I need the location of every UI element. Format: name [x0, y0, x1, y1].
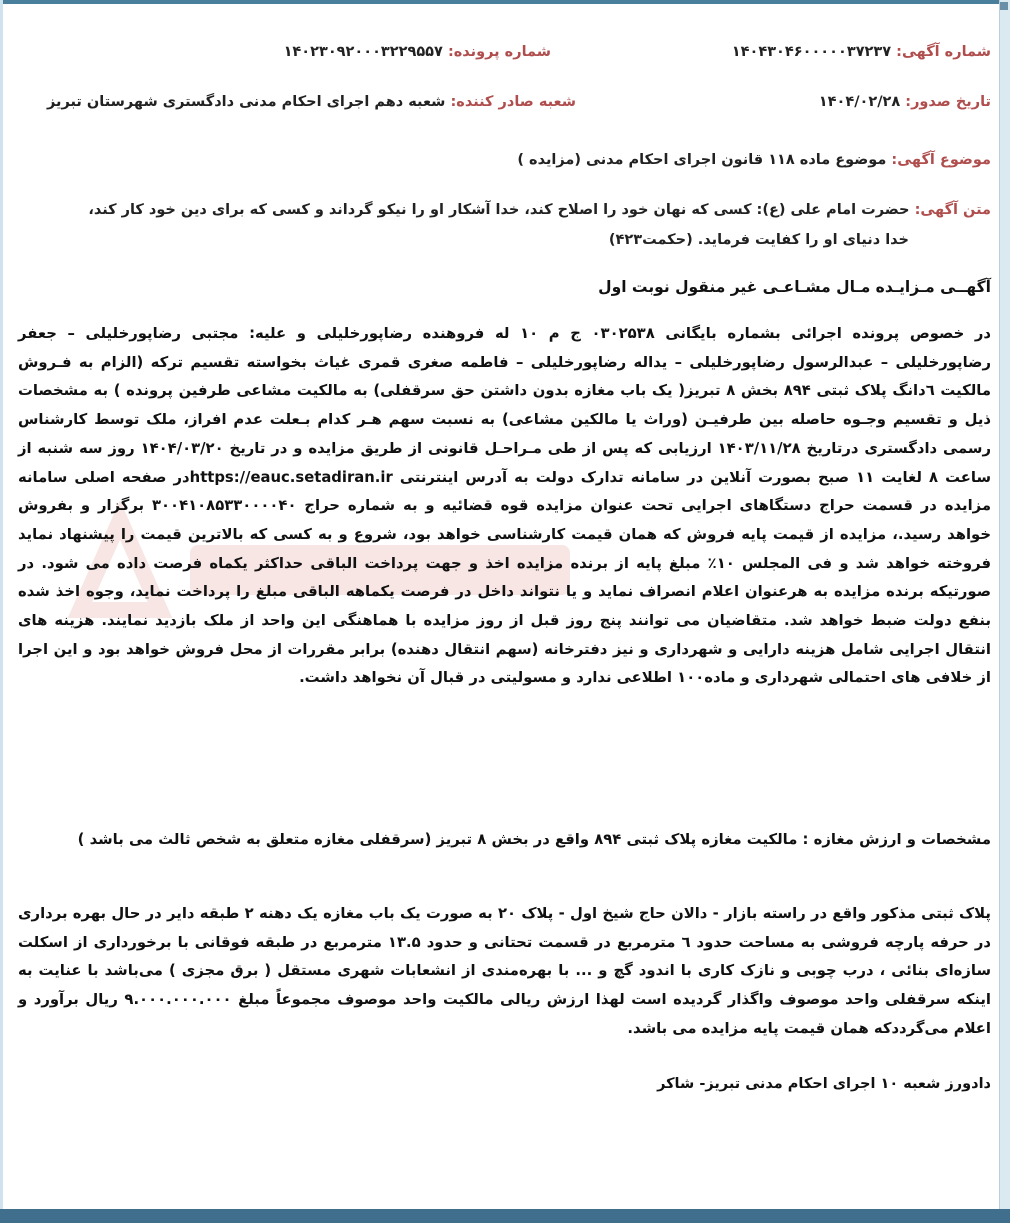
issue-date-label: تاریخ صدور: — [905, 94, 991, 110]
main-text-part1: در خصوص پرونده اجرائی بشماره بایگانی ۰۳۰۲۵۳۸ ج م ۱۰ له فروهنده رضاپورخلیلی و علیه: مجتبی رضاپورخلیلی – جعفر رضاپورخلیلی – عبدالرسول رضاپورخلیلی – یداله رضاپورخلیلی – فاطمه صغری قمری غیاث بخواسته تقسیم ترکه (الزام به فـروش مالکیت ٦دانگ پلاک ثبتی ۸۹۴ بخش ۸ تبریز( یک باب مغازه بدون داشتن حق سرقفلی) به مالکیت مشاعی طرفین پرونده ) به مشخصات ذیل و تقسیم وجـوه حاصله بین طرفیـن (وراث یا مالکین مشاعی) به نسبت سهم هـر کدام بـعلت عدم افراز، ملک توسط کارشناس رسمی دادگستری درتاریخ ۱۴۰۳/۱۱/۲۸ ارزیابی که پس از طی مـراحـل قانونی از طریق مزایده و در تاریخ ۱۴۰۴/۰۳/۲۰ روز سه شنبه از ساعت ۸ لغایت ۱۱ صبح بصورت آنلاین در سامانه تدارک دولت به آدرس اینترنتی — [18, 325, 992, 486]
property-paragraph: پلاک ثبتی مذکور واقع در راسته بازار - دالان حاج شیخ اول - پلاک ۲۰ به صورت یک باب مغازه یک دهنه ۲ طبقه دایر در حال بهره برداری در حرفه پارچه فروشی به مساحت حدود ٦ مترمربع در قسمت تحتانی و حدود ۱۳.۵ مترمربع در طبقه فوقانی با برخورداری از اسکلت سازه‌ای بنائی ، درب چوبی و نازک کاری با اندود گچ و ... با بهره‌مندی از انشعابات شهری مستقل ( برق مجزی ) می‌باشد با عنایت به اینکه سرقفلی واحد موصوف واگذار گردیده است لهذا ارزش ریالی مالکیت واحد موصوف مجموعاً مبلغ ۹.۰۰۰.۰۰۰.۰۰۰ ریال برآورد و اعلام می‌گرددکه همان قیمت پایه مزایده می باشد. — [18, 905, 992, 1037]
scroll-up-icon[interactable] — [1000, 2, 1008, 10]
file-number-label: شماره پرونده: — [447, 44, 551, 60]
window-bottom-bar — [0, 1209, 1010, 1223]
window-left-border — [0, 0, 3, 1223]
quote-row-1 — [18, 202, 991, 218]
main-paragraph — [18, 320, 991, 760]
file-number: ۱۴۰۲۳۰۹۲۰۰۰۳۲۲۹۵۵۷ — [283, 44, 443, 60]
window-top-bar — [0, 0, 1010, 4]
quote-line-1: حضرت امام علی (ع): کسی که نهان خود را اصلاح کند، خدا آشکار او را نیکو گرداند و کسی که برای دین خود کار کند، — [88, 202, 910, 218]
notice-title: آگهــی مـزایـده مـال مشـاعـی غیر منقول نوبت اول — [598, 278, 991, 296]
setadiran-url[interactable]: https://eauc.setadiran.ir — [189, 468, 393, 486]
subject-row — [18, 152, 991, 168]
issuer: شعبه دهم اجرای احکام مدنی دادگستری شهرستان تبریز — [47, 94, 446, 110]
issuer-label: شعبه صادر کننده: — [450, 94, 576, 110]
ad-number: ۱۴۰۴۳۰۴۶۰۰۰۰۰۳۷۲۳۷ — [731, 44, 892, 60]
body-label: متن آگهی: — [914, 202, 991, 218]
main-text-part2: در صفحه اصلی سامانه مزایده در قسمت حراج دستگاهای اجرایی تحت عنوان مزایده قوه قضائیه و به شماره حراج ۳۰۰۴۱۰۸۵۳۳۰۰۰۰۴۰ برگزار و بفروش خواهد رسید.، مزایده از قیمت پایه فروش که همان قیمت کارشناسی خواهد بود، شروع و به کسی که بالاترین قیمت را پیشنهاد نماید فروخته خواهد شد و فی المجلس ۱۰٪ مبلغ پایه از برنده مزایده اخذ و جهت پرداخت الباقی حداکثر یکماه فرصت داده می شود. در صورتیکه برنده مزایده به هرعنوان اعلام انصراف نماید و یا نتواند داخل در فرصت یکماهه الباقی مبلغ را پرداخت نماید، وجوه اخذ شده بنفع دولت ضبط خواهد شد. متقاضیان می توانند پنج روز قبل از روز مزایده با هماهنگی این واحد از ملک بازدید نمایند. هزینه های انتقال اجرایی شامل هزینه دارایی و شهرداری و نیز دفترخانه (سهم انتقال دهنده) برابر مقررات از محل فروش خواهد بود و این اجرا از خلافی های احتمالی شهرداری و ماده۱۰۰ اطلاعی ندارد و مسولیتی در قبال آن نخواهد داشت. — [18, 468, 992, 687]
vertical-scrollbar[interactable] — [999, 0, 1010, 1223]
quote-row-2 — [18, 232, 991, 248]
ad-number-label: شماره آگهی: — [896, 44, 991, 60]
subject-value: موضوع ماده ۱۱۸ قانون اجرای احکام مدنی (مزایده ) — [517, 152, 887, 168]
issue-date: ۱۴۰۴/۰۲/۲۸ — [818, 94, 901, 110]
signature: دادورز شعبه ۱۰ اجرای احکام مدنی تبریز- شاکر — [657, 1076, 991, 1092]
quote-line-2: خدا دنیای او را کفایت فرماید. (حکمت۴۲۳) — [608, 232, 909, 248]
subject-label: موضوع آگهی: — [891, 152, 991, 168]
specs-paragraph: مشخصات و ارزش مغازه : مالکیت مغازه پلاک ثبتی ۸۹۴ واقع در بخش ۸ تبریز (سرقفلی مغازه متعلق به شخص ثالث می باشد ) — [77, 831, 991, 848]
